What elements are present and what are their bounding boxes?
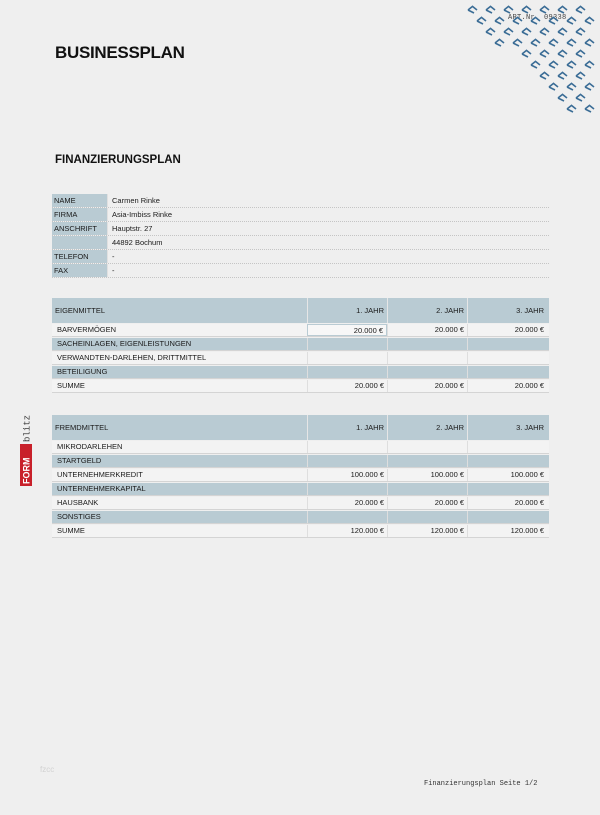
contact-row — [52, 236, 549, 250]
table-row — [52, 366, 549, 379]
pattern-glyph — [504, 28, 513, 35]
amount-cell — [387, 352, 467, 364]
amount-cell — [307, 441, 387, 453]
row-label: BARVERMÖGEN — [57, 325, 117, 334]
amount-cell — [387, 483, 467, 495]
amount-cell: 20.000 € — [307, 380, 387, 392]
pattern-glyph — [549, 39, 558, 46]
contact-label: ANSCHRIFT — [52, 222, 108, 235]
pattern-glyph — [567, 39, 576, 46]
row-label: HAUSBANK — [57, 498, 99, 507]
pattern-glyph — [558, 72, 567, 79]
row-label: SONSTIGES — [57, 512, 101, 521]
table-row — [52, 483, 549, 496]
amount-cell — [467, 352, 547, 364]
amount-cell: 20.000 € — [467, 324, 547, 336]
contact-label — [52, 236, 108, 249]
table-header-label: EIGENMITTEL — [55, 306, 106, 315]
pattern-glyph — [486, 28, 495, 35]
amount-cell — [307, 366, 387, 378]
amount-cell: 100.000 € — [387, 469, 467, 481]
year-header: 2. JAHR — [387, 298, 467, 323]
svg-text:blitz: blitz — [22, 414, 32, 442]
table-row — [52, 352, 549, 365]
table-row — [52, 469, 549, 482]
amount-cell — [467, 338, 547, 350]
amount-cell: 20.000 € — [307, 324, 387, 336]
table-row — [52, 324, 549, 337]
pattern-glyph — [585, 39, 594, 46]
row-label: SUMME — [57, 526, 85, 535]
amount-cell: 100.000 € — [467, 469, 547, 481]
amount-cell — [467, 455, 547, 467]
year-header: 3. JAHR — [467, 298, 547, 323]
pattern-glyph — [540, 6, 549, 13]
contact-value: 44892 Bochum — [112, 238, 163, 247]
contact-row — [52, 222, 549, 236]
pattern-glyph — [522, 6, 531, 13]
contact-block — [52, 194, 549, 278]
table-row — [52, 441, 549, 454]
pattern-glyph — [567, 83, 576, 90]
pattern-glyph — [522, 50, 531, 57]
pattern-glyph — [549, 83, 558, 90]
pattern-glyph — [567, 17, 576, 24]
pattern-glyph — [495, 17, 504, 24]
contact-row — [52, 208, 549, 222]
faint-mark: fzcc — [40, 765, 55, 774]
contact-row — [52, 194, 549, 208]
decorative-pattern — [462, 4, 597, 129]
row-label: SUMME — [57, 381, 85, 390]
contact-value: Hauptstr. 27 — [112, 224, 153, 233]
pattern-glyph — [576, 50, 585, 57]
pattern-glyph — [576, 72, 585, 79]
fremdmittel-table — [52, 415, 549, 538]
eigenmittel-table — [52, 298, 549, 393]
pattern-glyph — [531, 17, 540, 24]
amount-cell — [307, 511, 387, 523]
amount-cell — [387, 441, 467, 453]
table-row-sum — [52, 525, 549, 538]
table-header — [52, 298, 549, 323]
amount-cell: 20.000 € — [307, 497, 387, 509]
pattern-glyph — [540, 50, 549, 57]
pattern-glyph — [558, 50, 567, 57]
amount-cell: 20.000 € — [387, 380, 467, 392]
formblitz-logo — [20, 400, 32, 486]
page-title: BUSINESSPLAN — [55, 43, 185, 62]
table-row — [52, 511, 549, 524]
pattern-glyph — [540, 28, 549, 35]
row-label: UNTERNEHMERKAPITAL — [57, 484, 146, 493]
amount-cell: 20.000 € — [387, 497, 467, 509]
amount-cell — [467, 511, 547, 523]
amount-cell: 120.000 € — [307, 525, 387, 537]
amount-cell — [467, 366, 547, 378]
contact-value: - — [112, 252, 115, 261]
amount-cell: 20.000 € — [467, 497, 547, 509]
amount-cell — [387, 511, 467, 523]
contact-label: NAME — [52, 194, 108, 207]
pattern-glyph — [576, 94, 585, 101]
row-label: SACHEINLAGEN, EIGENLEISTUNGEN — [57, 339, 192, 348]
pattern-glyph — [585, 83, 594, 90]
table-header — [52, 415, 549, 440]
contact-label: FAX — [52, 264, 108, 277]
amount-cell — [307, 483, 387, 495]
amount-cell: 20.000 € — [467, 380, 547, 392]
pattern-glyph — [576, 6, 585, 13]
contact-row — [52, 264, 549, 278]
contact-label: FIRMA — [52, 208, 108, 221]
amount-cell — [387, 455, 467, 467]
contact-value: Asia-Imbiss Rinke — [112, 210, 173, 219]
pattern-glyph — [513, 17, 522, 24]
table-row — [52, 338, 549, 351]
amount-cell — [467, 441, 547, 453]
row-label: UNTERNEHMERKREDIT — [57, 470, 143, 479]
amount-cell: 20.000 € — [387, 324, 467, 336]
svg-text:FORM: FORM — [21, 457, 32, 484]
pattern-glyph — [513, 39, 522, 46]
pattern-glyph — [585, 105, 594, 112]
row-label: STARTGELD — [57, 456, 102, 465]
amount-cell — [307, 455, 387, 467]
row-label: VERWANDTEN-DARLEHEN, DRITTMITTEL — [57, 353, 207, 362]
amount-cell — [307, 352, 387, 364]
amount-cell: 120.000 € — [467, 525, 547, 537]
amount-cell — [307, 338, 387, 350]
pattern-glyph — [558, 6, 567, 13]
pattern-glyph — [522, 28, 531, 35]
year-header: 2. JAHR — [387, 415, 467, 440]
table-header-label: FREMDMITTEL — [55, 423, 109, 432]
row-label: MIKRODARLEHEN — [57, 442, 123, 451]
pattern-glyph — [585, 61, 594, 68]
pattern-glyph — [531, 39, 540, 46]
row-label: BETEILIGUNG — [57, 367, 108, 376]
pattern-glyph — [495, 39, 504, 46]
table-row — [52, 497, 549, 510]
contact-row — [52, 250, 549, 264]
pattern-glyph — [576, 28, 585, 35]
pattern-glyph — [549, 17, 558, 24]
contact-value: Carmen Rinke — [112, 196, 160, 205]
table-row — [52, 455, 549, 468]
pattern-glyph — [567, 61, 576, 68]
year-header: 1. JAHR — [307, 298, 387, 323]
section-title: FINANZIERUNGSPLAN — [55, 154, 181, 166]
year-header: 1. JAHR — [307, 415, 387, 440]
pattern-glyph — [486, 6, 495, 13]
pattern-glyph — [585, 17, 594, 24]
pattern-glyph — [567, 105, 576, 112]
pattern-glyph — [531, 61, 540, 68]
amount-cell — [467, 483, 547, 495]
year-header: 3. JAHR — [467, 415, 547, 440]
pattern-glyph — [558, 94, 567, 101]
article-number: ART.Nr. 09338 — [508, 14, 567, 22]
table-row-sum — [52, 380, 549, 393]
page-footer: Finanzierungsplan Seite 1/2 — [424, 780, 538, 788]
pattern-glyph — [477, 17, 486, 24]
amount-cell — [387, 338, 467, 350]
amount-cell: 120.000 € — [387, 525, 467, 537]
pattern-glyph — [504, 6, 513, 13]
pattern-glyph — [468, 6, 477, 13]
amount-cell: 100.000 € — [307, 469, 387, 481]
pattern-glyph — [558, 28, 567, 35]
amount-cell — [387, 366, 467, 378]
pattern-glyph — [540, 72, 549, 79]
contact-label: TELEFON — [52, 250, 108, 263]
contact-value: - — [112, 266, 115, 275]
pattern-glyph — [549, 61, 558, 68]
